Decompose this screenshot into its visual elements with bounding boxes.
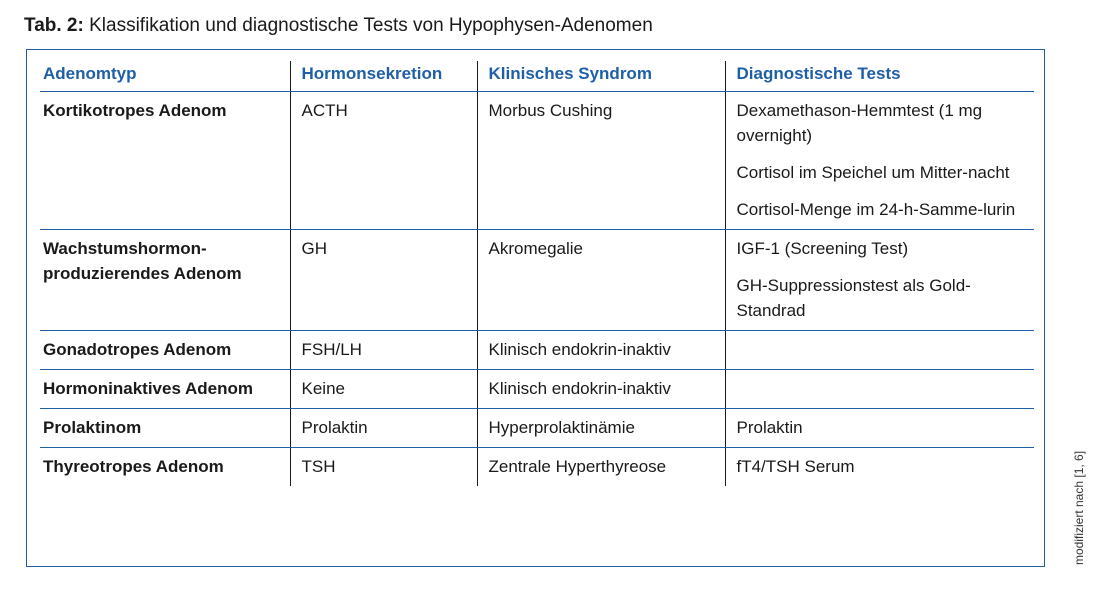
header-hormonsekretion: Hormonsekretion: [290, 61, 477, 92]
test-item: Prolaktin: [736, 418, 803, 437]
table-title: Klassifikation und diagnostische Tests von Hypophysen-Adenomen: [83, 15, 653, 36]
source-note: modifiziert nach [1, 6]: [1072, 450, 1086, 565]
table-row: [40, 409, 1034, 448]
adenoma-type-cell: Hormoninaktives Adenom: [40, 370, 290, 409]
table-row: [40, 331, 1034, 370]
test-item: Cortisol-Menge im 24-h-Samme-lurin: [736, 200, 1016, 219]
adenoma-type-cell: Gonadotropes Adenom: [40, 331, 290, 370]
adenoma-type-cell: Wachstumshormon-produzierendes Adenom: [40, 230, 290, 331]
test-item: IGF-1 (Screening Test): [736, 239, 909, 258]
hormone-cell: Prolaktin: [290, 409, 477, 448]
syndrome-cell: Zentrale Hyperthyreose: [477, 448, 725, 487]
tests-cell: [725, 448, 1034, 487]
tests-cell: [725, 230, 1034, 331]
adenoma-type-cell: Thyreotropes Adenom: [43, 457, 224, 476]
hormone-cell: ACTH: [290, 92, 477, 230]
header-diagnostische-tests: Diagnostische Tests: [725, 61, 1034, 92]
table-caption: [24, 14, 653, 38]
hormone-cell: FSH/LH: [290, 331, 477, 370]
hormone-cell: GH: [290, 230, 477, 331]
syndrome-cell: Hyperprolaktinämie: [477, 409, 725, 448]
hormone-cell: TSH: [290, 448, 477, 487]
table-row: [40, 230, 1034, 331]
tests-cell: [725, 370, 1034, 409]
header-adenomtyp: Adenomtyp: [40, 61, 290, 92]
adenoma-type-cell: Prolaktinom: [40, 409, 290, 448]
tests-cell: [725, 331, 1034, 370]
table-row: [40, 448, 1034, 487]
test-item: Dexamethason-Hemmtest (1 mg overnight): [736, 101, 983, 145]
adenoma-table: [40, 61, 1034, 486]
syndrome-cell: Klinisch endokrin-inaktiv: [477, 331, 725, 370]
table-number: Tab. 2:: [24, 15, 84, 36]
test-item: GH-Suppressionstest als Gold-Standrad: [736, 276, 971, 320]
test-item: fT4/TSH Serum: [736, 457, 855, 476]
test-item: Cortisol im Speichel um Mitter-nacht: [736, 163, 1010, 182]
header-klinisches-syndrom: Klinisches Syndrom: [477, 61, 725, 92]
hormone-cell: Keine: [290, 370, 477, 409]
syndrome-cell: Akromegalie: [477, 230, 725, 331]
table-row: [40, 370, 1034, 409]
table-row: [40, 92, 1034, 230]
syndrome-cell: Morbus Cushing: [477, 92, 725, 230]
adenoma-type-cell: Kortikotropes Adenom: [40, 92, 290, 230]
tests-cell: [725, 92, 1034, 230]
tests-cell: [725, 409, 1034, 448]
table-frame: [26, 49, 1045, 567]
header-row: [40, 61, 1034, 92]
syndrome-cell: Klinisch endokrin-inaktiv: [477, 370, 725, 409]
